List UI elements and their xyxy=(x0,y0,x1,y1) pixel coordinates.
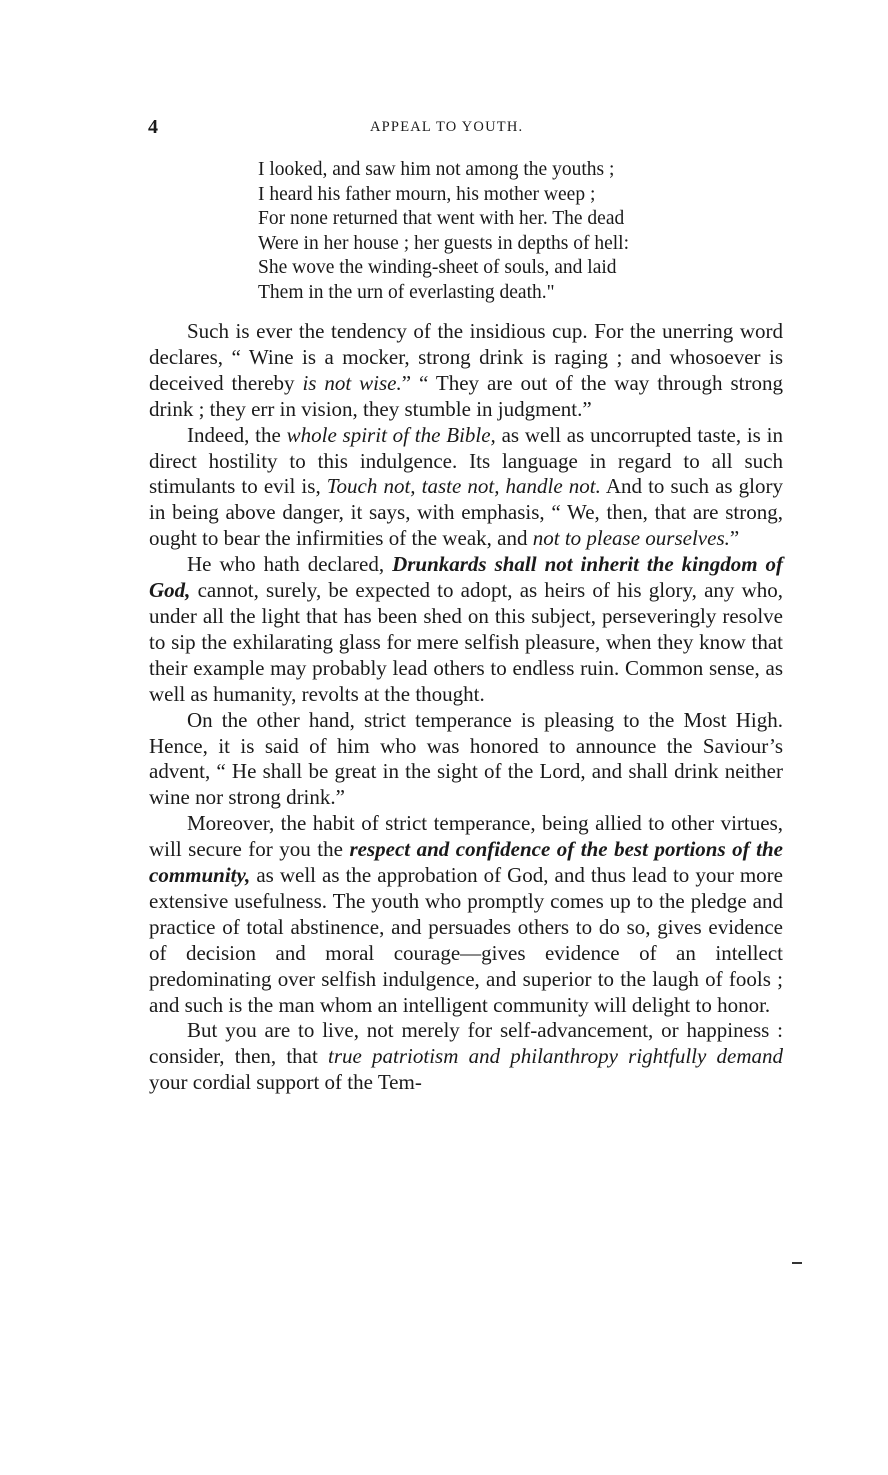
verse-line: I heard his father mourn, his mother weep ; xyxy=(258,183,596,205)
text-run: He who hath declared, xyxy=(187,552,393,577)
margin-mark xyxy=(792,1262,802,1264)
italic-run: whole spirit of the Bible, xyxy=(286,422,496,447)
text-run: Such is ever the tendency of the insidious cup. For the unerring word declares, “ Wine is a mocker, strong drink is raging ; and whosoever is deceived thereby xyxy=(149,319,783,395)
paragraph xyxy=(149,708,783,812)
paragraph xyxy=(149,1018,783,1096)
text-run: Indeed, the xyxy=(187,422,287,447)
paragraph xyxy=(149,811,783,1018)
italic-run: not to please ourselves. xyxy=(532,526,730,551)
body-text xyxy=(149,319,783,1096)
verse-line: She wove the winding-sheet of souls, and laid xyxy=(258,257,617,279)
verse-line: Were in her house ; her guests in depths of hell: xyxy=(258,232,630,254)
italic-run: Touch not, taste not, handle not. xyxy=(326,474,601,499)
bold-italic-run: respect and confidence of the best portions of the community, xyxy=(149,837,783,888)
paragraph xyxy=(149,319,783,423)
bold-italic-run: Drunkards shall not inherit the kingdom of God, xyxy=(149,552,783,603)
text-run: And to such as glory in being above danger, it says, with emphasis, “ We, then, that are strong, ought to bear the infirmities of the weak, and xyxy=(149,474,783,551)
text-run: your cordial support of the Tem- xyxy=(149,1070,422,1095)
text-run: as well as uncorrupted taste, is in direct hostility to this indulgence. Its language in regard to all such stimulants to evil is, xyxy=(149,422,783,499)
running-head: APPEAL TO YOUTH. xyxy=(370,119,524,135)
paragraph xyxy=(149,552,783,707)
page-number: 4 xyxy=(148,116,158,138)
italic-run: is not wise. xyxy=(302,370,402,395)
verse-line: For none returned that went with her. The dead xyxy=(258,208,625,230)
verse-line: I looked, and saw him not among the youths ; xyxy=(258,159,615,180)
verse-line: Them in the urn of everlasting death." xyxy=(258,281,555,303)
text-run: On the other hand, strict temperance is pleasing to the Most High. Hence, it is said of him who was honored to announce the Saviour’s advent, “ He shall be great in the sight of the Lord, and shall drink neither wine nor strong drink.” xyxy=(149,707,783,810)
text-run: as well as the approbation of God, and thus lead to your more extensive usefulness. The youth who promptly comes up to the pledge and practice of total abstinence, and persuades others to do so, gives evidence of decision and moral courage—gives evidence of an intellect predominating over selfish indulgence, and superior to the laugh of fools ; and such is the man whom an intelligent community will delight to honor. xyxy=(149,863,783,1017)
text-run: cannot, surely, be expected to adopt, as heirs of his glory, any who, under all the light that has been shed on this subject, perseveringly resolve to sip the exhilarating glass for mere selfish pleasure, when they know that their example may probably lead others to endless ruin. Common sense, as well as humanity, revolts at the thought. xyxy=(149,578,783,706)
text-run: ” “ They are out of the way through strong drink ; they err in vision, they stumble in judgment.” xyxy=(149,370,783,421)
verse-quotation xyxy=(258,158,818,306)
paragraph xyxy=(149,423,783,553)
page-header xyxy=(0,116,888,140)
text-run: Moreover, the habit of strict temperance, being allied to other virtues, will secure for you the xyxy=(149,811,783,862)
italic-run: true patriotism and philanthropy rightfully demand xyxy=(328,1044,783,1069)
text-run: But you are to live, not merely for self-advancement, or happiness : consider, then, that xyxy=(149,1018,783,1069)
text-run: ” xyxy=(729,526,740,551)
